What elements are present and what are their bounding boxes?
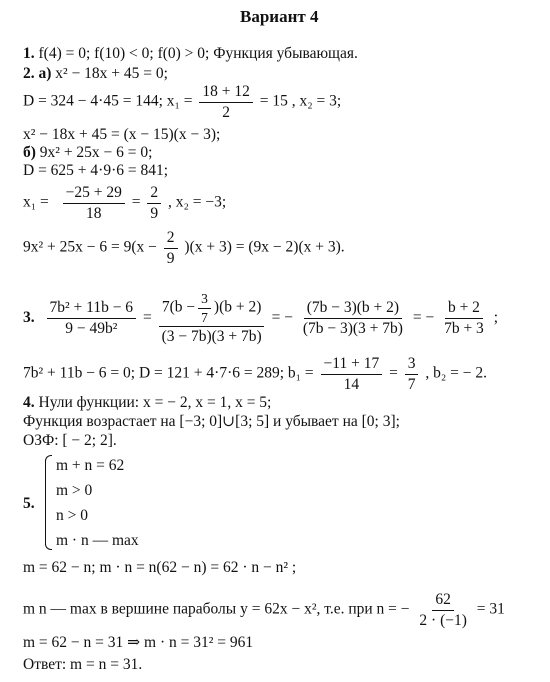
part-label: б) <box>23 144 36 161</box>
fraction <box>47 300 137 336</box>
fraction <box>63 185 125 221</box>
numerator-text: 7(b − <box>161 298 196 316</box>
fraction <box>199 84 253 120</box>
denominator: 9 <box>150 204 159 222</box>
part-label: а) <box>38 65 52 82</box>
problem-number: 1. <box>23 45 35 62</box>
fraction <box>416 592 469 628</box>
numerator: 3 <box>198 292 211 309</box>
fraction <box>164 230 178 266</box>
fraction <box>441 300 487 336</box>
problem-2-a <box>23 66 168 82</box>
fraction <box>321 356 383 392</box>
problem-3-roots <box>23 356 487 392</box>
problem-2-factor-a: x² − 18x + 45 = (x − 15)(x − 3); <box>23 126 221 143</box>
equation-text: D = 324 − 4·45 = 144; x₁ = <box>23 92 193 110</box>
equation-text: )(x + 3) = (9x − 2)(x + 3). <box>184 238 345 256</box>
equation-text: = <box>131 193 141 211</box>
numerator: 7b² + 11b − 6 <box>47 300 137 319</box>
problem-5-line-1: m = 62 − n; m · n = n(62 − n) = 62 · n − n² ; <box>23 559 297 576</box>
numerator: 3 <box>405 356 419 375</box>
system-line: m · n — max <box>56 532 139 549</box>
denominator: 7 <box>407 375 416 393</box>
problem-number: 4. <box>23 394 35 411</box>
numerator-text: )(b + 2) <box>213 298 262 316</box>
problem-2-factor-b <box>23 230 345 266</box>
fraction <box>147 185 161 221</box>
problem-5-line-3: m = 62 − n = 31 ⇒ m · n = 31² = 961 <box>23 634 254 651</box>
equation-text: x₁ = <box>23 193 49 211</box>
semicolon: ; <box>493 308 498 326</box>
equation-text: = 15 , x₂ = 3; <box>259 92 342 110</box>
answer: Ответ: m = n = 31. <box>23 656 143 673</box>
numerator: (7b − 3)(b + 2) <box>304 300 402 319</box>
equals-sign: = <box>142 308 152 326</box>
denominator: (3 − 7b)(3 + 7b) <box>161 328 262 345</box>
denominator: 9 <box>166 249 175 267</box>
problem-1-text: f(4) = 0; f(10) < 0; f(0) > 0; Функция убывающая. <box>38 45 358 62</box>
denominator: 14 <box>343 375 360 393</box>
problem-3-expression <box>23 292 498 345</box>
denominator: (7b − 3)(3 + 7b) <box>302 319 403 337</box>
denominator: 7 <box>201 309 208 325</box>
equation-text: m n — max в вершине параболы y = 62x − x², т.е. при n = − <box>23 600 410 618</box>
equation-text: , b₂ = − 2. <box>425 364 487 382</box>
system-line: n > 0 <box>56 507 88 524</box>
problem-4-line-1 <box>23 395 271 411</box>
equals-minus: = − <box>412 308 435 326</box>
equation-text: 9x² + 25x − 6 = 9(x − <box>23 238 157 256</box>
fraction <box>405 356 419 392</box>
numerator: 2 <box>147 185 161 204</box>
problem-2-discriminant <box>23 84 341 120</box>
fraction <box>300 300 406 336</box>
numerator: −11 + 17 <box>321 356 383 375</box>
problem-2-discriminant-b: D = 625 + 4·9·6 = 841; <box>23 162 169 179</box>
problem-2-b <box>23 145 152 161</box>
problem-4-line-3: ОЗФ: [ − 2; 2]. <box>23 432 117 449</box>
numerator: −25 + 29 <box>63 185 125 204</box>
system-brace <box>45 460 46 545</box>
numerator: 62 <box>432 592 454 611</box>
equation: x² − 18x + 45 = 0; <box>55 65 168 82</box>
numerator <box>159 292 265 327</box>
equation-text: , x₂ = −3; <box>168 193 227 211</box>
page-title: Вариант 4 <box>240 7 319 26</box>
problem-1 <box>23 46 358 62</box>
equals-minus: = − <box>271 308 293 326</box>
problem-number: 5. <box>23 495 35 512</box>
problem-5-line-2 <box>23 592 505 628</box>
numerator: 18 + 12 <box>199 84 253 103</box>
problem-number: 2. <box>23 65 35 82</box>
system-line: m > 0 <box>56 482 93 499</box>
denominator: 2 <box>222 103 231 121</box>
numerator: b + 2 <box>445 300 483 319</box>
inner-fraction <box>198 292 211 324</box>
numerator: 2 <box>164 230 178 249</box>
system-brace-bottom <box>45 543 52 550</box>
denominator: 18 <box>86 204 102 222</box>
system-brace-top <box>45 455 52 462</box>
system-line: m + n = 62 <box>56 457 125 474</box>
equation-text: = 31 <box>476 600 505 618</box>
denominator: 2 · (−1) <box>419 611 467 629</box>
problem-number: 3. <box>23 308 35 326</box>
denominator: 9 − 49b² <box>65 319 118 337</box>
equation-text: 7b² + 11b − 6 = 0; D = 121 + 4·7·6 = 289; b₁ = <box>23 364 314 382</box>
equation-text: = <box>389 364 398 382</box>
problem-4-line-2: Функция возрастает на [−3; 0]∪[3; 5] и убывает на [0; 3]; <box>23 413 400 430</box>
denominator: 7b + 3 <box>444 319 484 337</box>
fraction <box>159 292 265 345</box>
problem-4-zeros: Нули функции: x = − 2, x = 1, x = 5; <box>38 394 272 411</box>
problem-2-roots-b <box>23 185 226 221</box>
equation: 9x² + 25x − 6 = 0; <box>39 144 153 161</box>
